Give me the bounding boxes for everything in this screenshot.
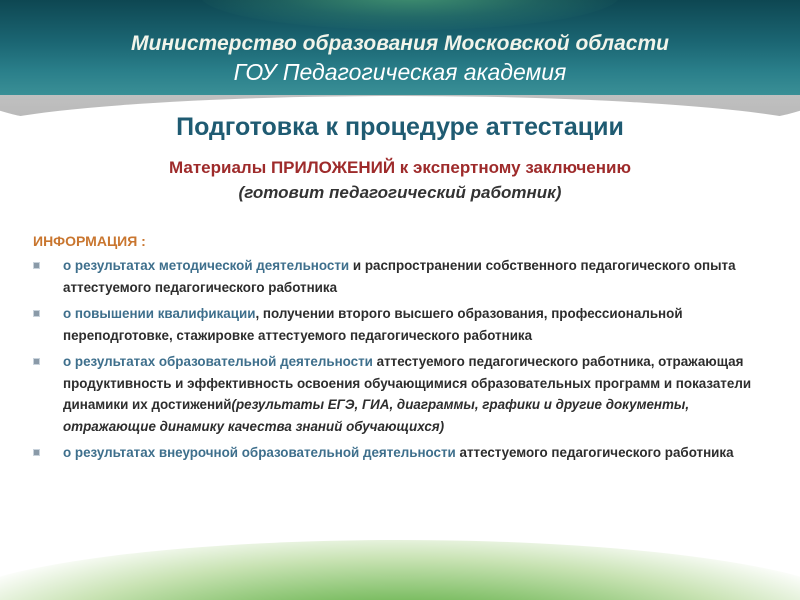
item-text: аттестуемого педагогического работника, отражающая продуктивность и эффективность освоения обучающимися образовательных программ и показатели динамики их достижений bbox=[63, 354, 752, 412]
academy-title: ГОУ Педагогическая академия bbox=[233, 59, 567, 85]
square-bullet-icon bbox=[33, 262, 40, 269]
item-text: и распространении собственного педагогического опыта аттестуемого педагогического работника bbox=[63, 258, 736, 295]
square-bullet-icon bbox=[33, 358, 40, 365]
ministry-title: Министерство образования Московской области bbox=[131, 32, 669, 55]
info-label: ИНФОРМАЦИЯ : bbox=[33, 233, 146, 249]
item-text: аттестуемого педагогического работника bbox=[455, 445, 734, 460]
item-highlight: о результатах внеурочной образовательной деятельности bbox=[63, 445, 456, 460]
subtitle-line-1: Материалы ПРИЛОЖЕНИЙ к экспертному заключению bbox=[169, 158, 631, 177]
item-highlight: о повышении квалификации bbox=[63, 306, 256, 321]
list-item bbox=[33, 255, 763, 298]
page-title: Подготовка к процедуре аттестации bbox=[176, 113, 624, 141]
square-bullet-icon bbox=[33, 310, 40, 317]
square-bullet-icon bbox=[33, 449, 40, 456]
list-item bbox=[33, 303, 763, 346]
item-highlight: о результатах образовательной деятельности bbox=[63, 354, 373, 369]
item-italic-note: (результаты ЕГЭ, ГИА, диаграммы, графики и другие документы, отражающие динамику качества знаний обучающихся) bbox=[63, 397, 690, 434]
list-item bbox=[33, 442, 763, 464]
item-highlight: о результатах методической деятельности bbox=[63, 258, 350, 273]
list-item bbox=[33, 351, 763, 437]
subtitle-line-2: (готовит педагогический работник) bbox=[238, 183, 562, 202]
info-list bbox=[33, 255, 763, 469]
item-text: , получении второго высшего образования, профессиональной переподготовке, стажировке аттестуемого педагогического работника bbox=[63, 306, 683, 343]
